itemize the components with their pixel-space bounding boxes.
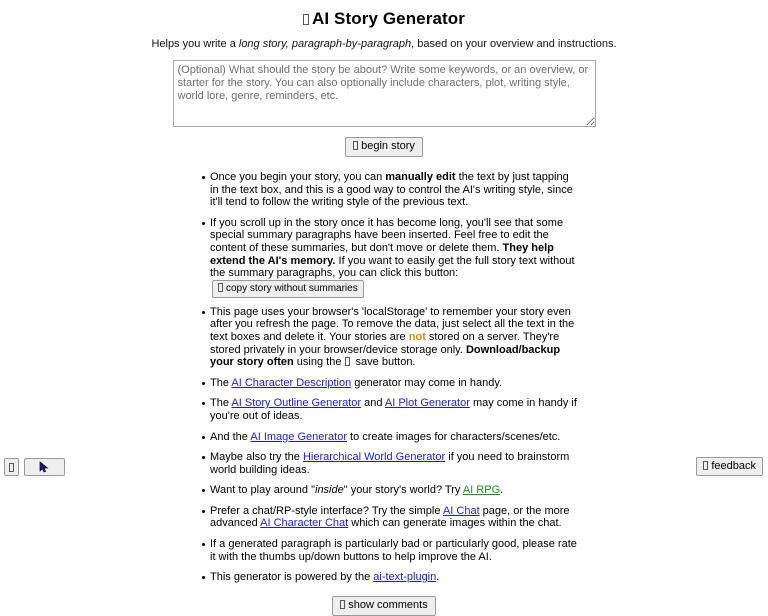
note-emphasis: They help extend the AI's memory. <box>210 241 554 267</box>
subtitle-part-1: Helps you write a <box>151 38 239 50</box>
notes-list <box>188 171 580 584</box>
note-text: And the <box>210 430 251 443</box>
note-italic: inside <box>315 484 344 497</box>
cursor-tool-button[interactable] <box>24 458 65 476</box>
note-text: Prefer a chat/RP-style interface? Try the simple <box>210 504 443 517</box>
note-text: generator may come in handy. <box>351 376 503 389</box>
note-text: using the <box>293 356 345 369</box>
link-ai-plot-generator[interactable]: AI Plot Generator <box>384 397 470 410</box>
note-text: which can generate images within the chat. <box>348 517 562 530</box>
book-icon <box>303 14 309 25</box>
copy-story-without-summaries-button[interactable] <box>212 280 364 298</box>
note-text: the text by just tapping in the text box, and this is a good way to control the AI's writing style, since it'll tend to follow the writing style of the previous text. <box>210 171 573 209</box>
link-ai-rpg[interactable]: AI RPG <box>462 484 501 497</box>
note-text: The <box>210 397 232 410</box>
note-text: Once you begin your story, you can <box>210 171 386 183</box>
note-emphasis: Download/backup your story often <box>210 343 561 369</box>
bottom-right-toolbar <box>696 457 763 476</box>
show-comments-button[interactable] <box>332 596 435 616</box>
link-ai-character-description[interactable]: AI Character Description <box>231 376 352 389</box>
note-text: If you want to easily get the full story text without the summary paragraphs, you can click this button: <box>210 254 575 280</box>
save-icon <box>345 357 350 366</box>
note-text: If you scroll up in the story once it has become long, you'll see that some special summary paragraphs have been inserted. Feel free to edit the content of these summaries, but don't move or delete them. <box>210 216 564 254</box>
note-text: If a generated paragraph is particularly bad or particularly good, please rate it with the thumbs up/down buttons to help improve the AI. <box>210 538 577 563</box>
link-ai-chat[interactable]: AI Chat <box>442 504 480 517</box>
note-text: stored on a server. They're stored privately in your browser/device storage only. <box>210 330 560 356</box>
note-item-summaries <box>202 217 580 298</box>
note-text: " your story's world? Try <box>343 484 463 497</box>
begin-story-button[interactable] <box>345 137 423 157</box>
page-title <box>0 0 768 29</box>
show-comments-row <box>0 596 768 616</box>
note-emphasis: manually edit <box>385 171 456 183</box>
story-input-wrapper <box>173 60 596 130</box>
link-hierarchical-world-generator[interactable]: Hierarchical World Generator <box>302 451 446 464</box>
subtitle-italic: long story, paragraph-by-paragraph <box>238 38 412 50</box>
comment-icon <box>340 600 345 609</box>
note-item-image-generator <box>202 431 580 444</box>
story-input[interactable] <box>173 60 596 127</box>
link-ai-story-outline-generator[interactable]: AI Story Outline Generator <box>231 397 362 410</box>
speech-bubble-icon <box>703 461 708 470</box>
note-text: This page uses your browser's 'localStorage' to remember your story even after you refresh the page. To remove the data, just select all the text in the text boxes and delete it. Your stories are <box>210 305 575 343</box>
note-text: to create images for characters/scenes/etc. <box>346 430 561 443</box>
note-item-world-generator <box>202 451 580 476</box>
note-item-rpg <box>202 484 580 497</box>
book-icon <box>353 141 358 150</box>
link-ai-image-generator[interactable]: AI Image Generator <box>250 430 347 443</box>
note-text: . <box>500 484 504 497</box>
note-text: Maybe also try the <box>210 451 303 464</box>
note-item-manual-edit <box>202 171 580 209</box>
note-text: The <box>210 376 232 389</box>
note-text: This generator is powered by the <box>210 571 374 584</box>
cursor-arrow-icon <box>39 461 50 473</box>
clipboard-icon <box>218 283 223 292</box>
feedback-label: feedback <box>711 460 756 472</box>
note-warning: not <box>408 330 426 343</box>
page-title-text: AI Story Generator <box>312 9 465 28</box>
link-ai-character-chat[interactable]: AI Character Chat <box>260 517 349 530</box>
begin-story-row <box>0 137 768 157</box>
note-text: and <box>361 397 385 410</box>
missing-glyph-icon <box>9 463 14 472</box>
note-text: Want to play around " <box>210 484 315 497</box>
note-item-character-description <box>202 377 580 390</box>
menu-button[interactable] <box>4 458 19 476</box>
copy-story-label: copy story without summaries <box>226 282 358 294</box>
note-item-outline-plot <box>202 397 580 422</box>
note-text: page, or the more advanced <box>210 504 570 530</box>
note-item-powered-by <box>202 571 580 584</box>
note-item-rating <box>202 538 580 563</box>
note-text: may come in handy if you're out of ideas. <box>210 397 577 422</box>
begin-story-label: begin story <box>361 140 415 152</box>
link-ai-text-plugin[interactable]: ai-text-plugin <box>373 571 437 584</box>
feedback-button[interactable] <box>696 457 763 476</box>
page-subtitle <box>0 38 768 50</box>
note-text: . <box>436 571 440 584</box>
note-text: save button. <box>352 356 416 369</box>
note-item-localstorage <box>202 306 580 369</box>
show-comments-label: show comments <box>348 598 428 611</box>
subtitle-part-2: , based on your overview and instructions. <box>411 38 617 50</box>
bottom-left-toolbar <box>4 458 65 476</box>
note-item-chat <box>202 505 580 530</box>
note-text: if you need to brainstorm world building ideas. <box>210 451 570 476</box>
